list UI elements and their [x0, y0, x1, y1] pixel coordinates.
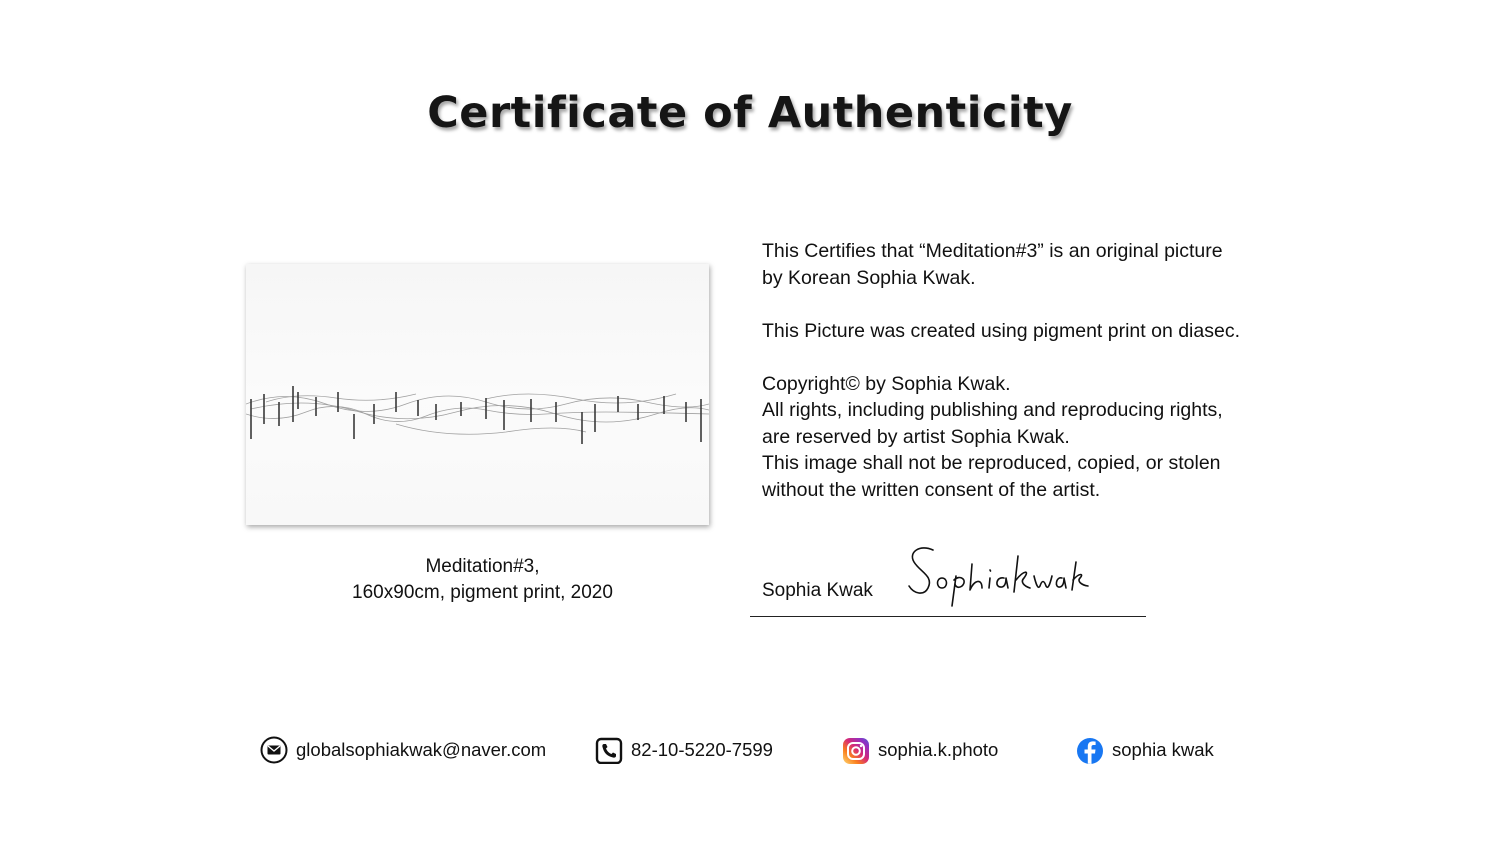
signatory-name: Sophia Kwak [762, 580, 873, 601]
instagram-icon [842, 736, 870, 764]
facebook-icon [1076, 736, 1104, 764]
statement-line: All rights, including publishing and reproducing rights, [762, 399, 1223, 421]
caption-title: Meditation#3, [425, 556, 540, 577]
contact-phone [595, 736, 773, 764]
meditation-photo [246, 264, 709, 525]
authenticity-statement [762, 238, 1282, 503]
statement-line: without the written consent of the artist. [762, 478, 1101, 501]
artwork-image [246, 264, 709, 525]
caption-details: 160x90cm, pigment print, 2020 [352, 582, 613, 603]
contact-instagram [842, 736, 998, 764]
statement-line: are reserved by artist Sophia Kwak. [762, 425, 1070, 448]
email-text[interactable]: globalsophiakwak@naver.com [296, 739, 547, 760]
facebook-text[interactable]: sophia kwak [1112, 739, 1214, 760]
statement-line: This Certifies that “Meditation#3” is an original picture [762, 240, 1223, 262]
statement-line: by Korean Sophia Kwak. [762, 266, 976, 289]
signature-line [750, 616, 1146, 617]
phone-text[interactable]: 82-10-5220-7599 [631, 739, 773, 760]
instagram-text[interactable]: sophia.k.photo [878, 739, 999, 760]
statement-line: Copyright© by Sophia Kwak. [762, 372, 1011, 395]
handwritten-signature [900, 540, 1090, 612]
phone-icon [595, 736, 623, 764]
certificate-title: Certificate of Authenticity [427, 88, 1073, 138]
contact-facebook [1076, 736, 1214, 764]
statement-line: This Picture was created using pigment print on diasec. [762, 319, 1240, 342]
contact-email [260, 736, 546, 764]
statement-line: This image shall not be reproduced, copied, or stolen [762, 452, 1221, 474]
artwork-caption [246, 554, 719, 606]
email-icon [260, 736, 288, 764]
